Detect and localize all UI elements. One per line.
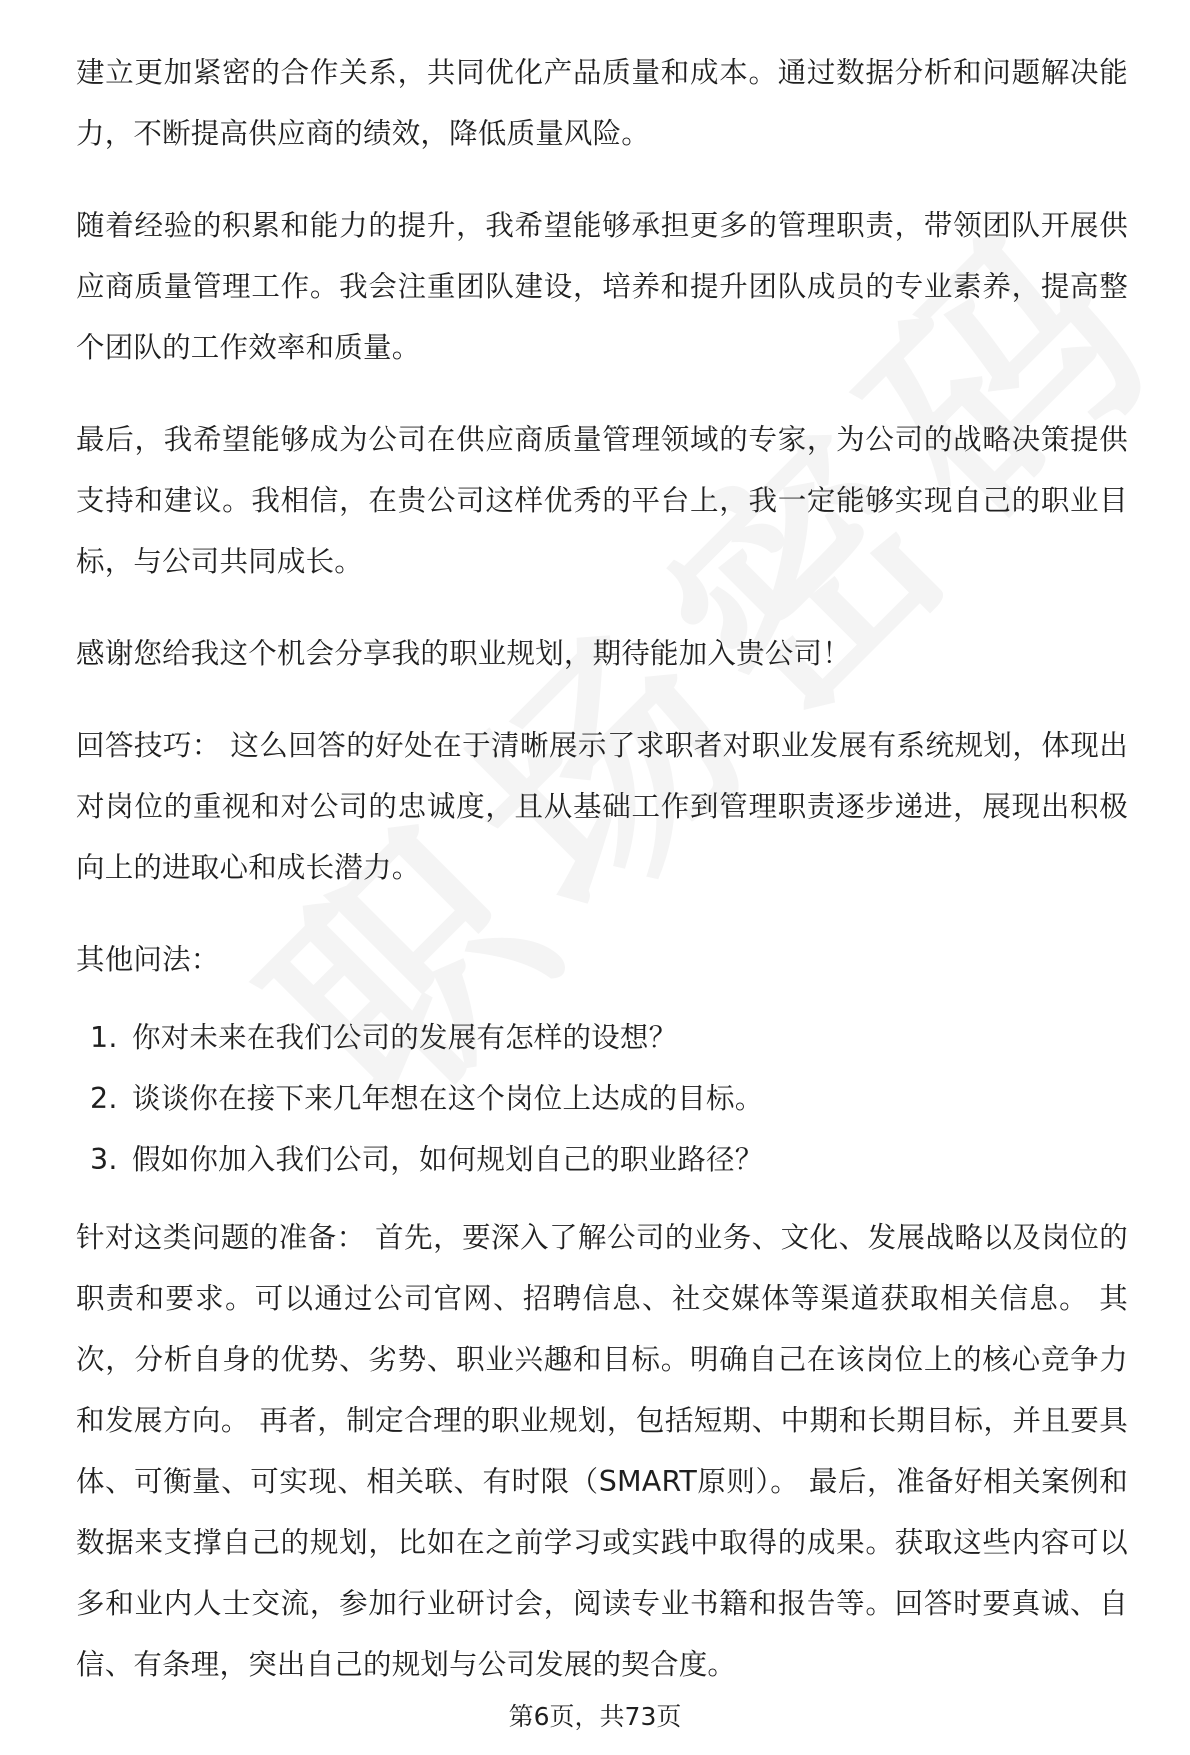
list-item	[76, 1068, 1128, 1129]
paragraph-answer-tips: 回答技巧： 这么回答的好处在于清晰展示了求职者对职业发展有系统规划，体现出对岗位的重视和对公司的忠诚度，且从基础工作到管理职责逐步递进，展现出积极向上的进取心和成长潜力。	[76, 729, 1128, 884]
list-item-number: 3.	[90, 1143, 118, 1176]
other-questions-list	[76, 1007, 1128, 1190]
list-item-text: 你对未来在我们公司的发展有怎样的设想？	[132, 1021, 678, 1054]
list-item	[76, 1007, 1128, 1068]
paragraph-cooperation: 建立更加紧密的合作关系，共同优化产品质量和成本。通过数据分析和问题解决能力，不断提高供应商的绩效，降低质量风险。	[76, 56, 1128, 150]
page-number-footer: 第6页，共73页	[508, 1702, 682, 1731]
list-item-number: 1.	[90, 1021, 118, 1054]
paragraph-thanks: 感谢您给我这个机会分享我的职业规划，期待能加入贵公司！	[76, 637, 851, 670]
list-item-text: 谈谈你在接下来几年想在这个岗位上达成的目标。	[132, 1082, 764, 1115]
paragraph-expert-goal: 最后，我希望能够成为公司在供应商质量管理领域的专家，为公司的战略决策提供支持和建议。我相信，在贵公司这样优秀的平台上，我一定能够实现自己的职业目标，与公司共同成长。	[76, 423, 1128, 578]
document-body	[76, 42, 1128, 1695]
list-item-number: 2.	[90, 1082, 118, 1115]
list-item-text: 假如你加入我们公司，如何规划自己的职业路径？	[132, 1143, 764, 1176]
list-item	[76, 1129, 1128, 1190]
section-heading-other-questions: 其他问法：	[76, 943, 220, 976]
paragraph-management-goal: 随着经验的积累和能力的提升，我希望能够承担更多的管理职责，带领团队开展供应商质量管理工作。我会注重团队建设，培养和提升团队成员的专业素养，提高整个团队的工作效率和质量。	[76, 209, 1128, 364]
paragraph-preparation: 针对这类问题的准备： 首先，要深入了解公司的业务、文化、发展战略以及岗位的职责和要求。可以通过公司官网、招聘信息、社交媒体等渠道获取相关信息。 其次，分析自身的优势、劣势、职业兴趣和目标。明确自己在该岗位上的核心竞争力和发展方向。 再者，制定合理的职业规划，包括短期、中期和长期目标，并且要具体、可衡量、可实现、相关联、有时限（SMART原则）。 最后，准备好相关案例和数据来支撑自己的规划，比如在之前学习或实践中取得的成果。获取这些内容可以多和业内人士交流，参加行业研讨会，阅读专业书籍和报告等。回答时要真诚、自信、有条理，突出自己的规划与公司发展的契合度。	[76, 1221, 1128, 1681]
